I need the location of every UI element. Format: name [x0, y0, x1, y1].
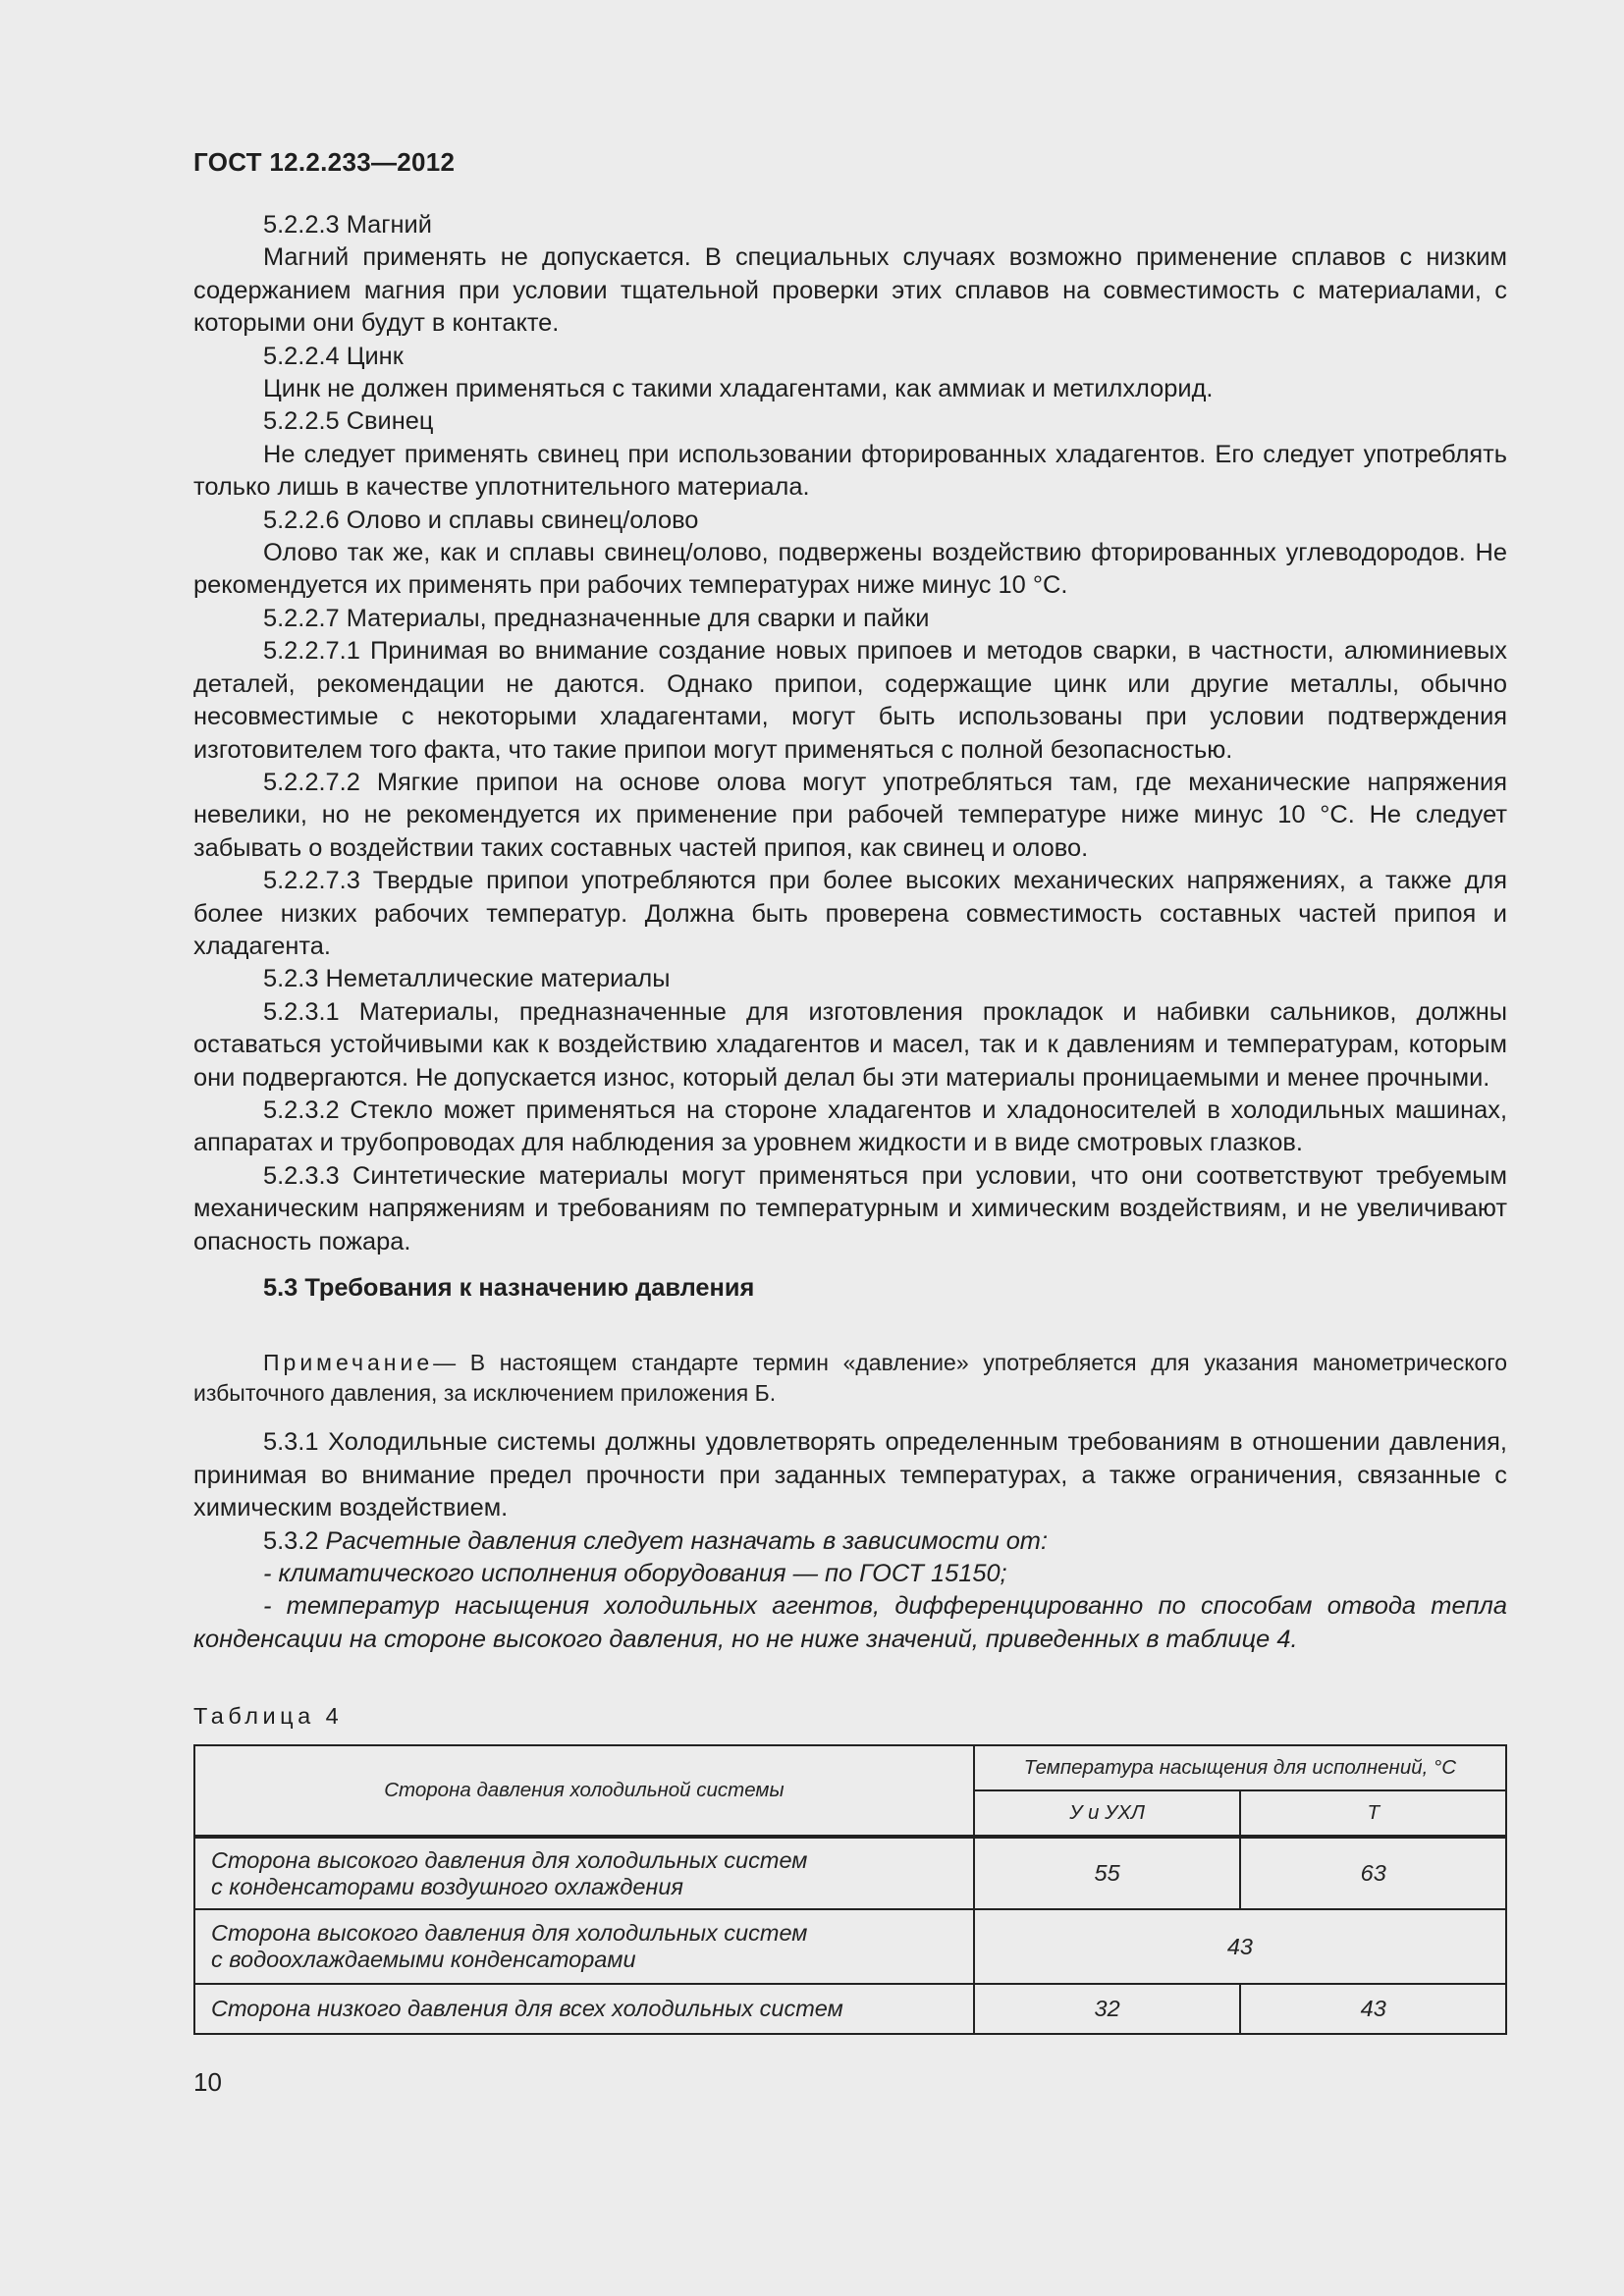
list-item: - климатического исполнения оборудования — по ГОСТ 15150; — [263, 1560, 1007, 1588]
paragraph: 5.3.1 Холодильные системы должны удовлетворять определенным требованиям в отношении давления, принимая во внимание предел прочности при заданных температурах, а также ограничения, связанные с химическим воздействием. — [193, 1428, 1507, 1522]
paragraph-heading: 5.2.2.4 Цинк — [263, 342, 404, 370]
table-cell: 32 — [974, 1984, 1241, 2034]
table-cell — [194, 1909, 974, 1984]
paragraph: Олово так же, как и сплавы свинец/олово, подвержены воздействию фторированных углеводородов. Не рекомендуется их применять при рабочих температурах ниже минус 10 °С. — [193, 539, 1507, 600]
table-cell: 43 — [1240, 1984, 1506, 2034]
table-cell: 43 — [974, 1909, 1506, 1984]
paragraph: 5.2.2.7.1 Принимая во внимание создание новых припоев и методов сварки, в частности, алюминиевых деталей, рекомендации не даются. Однако припои, содержащие цинк или другие металлы, обычно несовместимые с некоторыми хладагентами, могут быть использованы при условии подтверждения изготовителем того факта, что такие припои могут применяться с полной безопасностью. — [193, 637, 1507, 764]
list-item: - температур насыщения холодильных агентов, дифференцированно по способам отвода тепла конденсации на стороне высокого давления, но не ниже значений, приведенных в таблице 4. — [193, 1592, 1507, 1653]
paragraph-heading: 5.2.2.3 Магний — [263, 211, 432, 239]
cell-line: с водоохлаждаемыми конденсаторами — [211, 1947, 636, 1972]
cell-line: Сторона высокого давления для холодильных систем — [211, 1920, 808, 1946]
table-row — [194, 1909, 1506, 1984]
page-header: ГОСТ 12.2.233—2012 — [193, 147, 456, 177]
paragraph — [193, 1525, 1507, 1558]
table-cell — [194, 1837, 974, 1909]
table-group-header: Температура насыщения для исполнений, °С — [974, 1745, 1506, 1790]
page-number: 10 — [193, 2067, 222, 2097]
table-cell: Сторона низкого давления для всех холодильных систем — [194, 1984, 974, 2034]
table-subheader: У и УХЛ — [974, 1790, 1241, 1837]
clause-number: 5.3.2 — [263, 1526, 326, 1555]
table-subheader: Т — [1240, 1790, 1506, 1837]
table-label: Таблица 4 — [193, 1703, 344, 1729]
cell-line: с конденсаторами воздушного охлаждения — [211, 1873, 683, 1899]
paragraph-heading: 5.2.2.6 Олово и сплавы свинец/олово — [263, 506, 699, 534]
paragraph: Цинк не должен применяться с такими хладагентами, как аммиак и метилхлорид. — [263, 375, 1214, 403]
note-label: Примечание — [263, 1350, 434, 1376]
clause-text: Расчетные давления следует назначать в зависимости от: — [325, 1526, 1049, 1555]
paragraph-heading: 5.2.2.7 Материалы, предназначенные для сварки и пайки — [263, 604, 930, 632]
body-text — [193, 209, 1507, 1656]
paragraph: 5.2.2.7.3 Твердые припои употребляются при более высоких механических напряжениях, а также для более низких рабочих температур. Должна быть проверена совместимость составных частей припоя и хладагента. — [193, 867, 1507, 960]
table-cell: 63 — [1240, 1837, 1506, 1909]
note — [193, 1348, 1507, 1409]
paragraph: 5.2.2.7.2 Мягкие припои на основе олова могут употребляться там, где механические напряжения невелики, но не рекомендуется их применение при рабочей температуре ниже минус 10 °С. Не следует забывать о воздействии таких составных частей припоя, как свинец и олово. — [193, 768, 1507, 862]
cell-line: Сторона высокого давления для холодильных систем — [211, 1846, 808, 1873]
table-cell: 55 — [974, 1837, 1241, 1909]
section-title: 5.3 Требования к назначению давления — [263, 1274, 755, 1302]
table-row — [194, 1984, 1506, 2034]
paragraph: 5.2.3.1 Материалы, предназначенные для изготовления прокладок и набивки сальников, должны оставаться устойчивыми как к воздействию хладагентов и масел, так и к давлениям и температурам, которым они подвергаются. Не допускается износ, который делал бы эти материалы проницаемыми и менее прочными. — [193, 997, 1507, 1092]
paragraph: 5.2.3.2 Стекло может применяться на стороне хладагентов и хладоносителей в холодильных машинах, аппаратах и трубопроводах для наблюдения за уровнем жидкости и в виде смотровых глазков. — [193, 1095, 1507, 1157]
paragraph-heading: 5.2.2.5 Свинец — [263, 407, 434, 436]
paragraph-heading: 5.2.3 Неметаллические материалы — [263, 965, 671, 993]
table-row — [194, 1837, 1506, 1909]
paragraph: Магний применять не допускается. В специальных случаях возможно применение сплавов с низким содержанием магния при условии тщательной проверки этих сплавов на совместимость с материалами, с которыми они будут в контакте. — [193, 243, 1507, 338]
table-col-header: Сторона давления холодильной системы — [194, 1745, 974, 1837]
paragraph: 5.2.3.3 Синтетические материалы могут применяться при условии, что они соответствуют требуемым механическим напряжениям и требованиям по температурным и химическим воздействиям, и не увеличивают опасность пожара. — [193, 1161, 1507, 1255]
note-text: — В настоящем стандарте термин «давление» употребляется для указания манометрического избыточного давления, за исключением приложения Б. — [193, 1350, 1507, 1407]
paragraph: Не следует применять свинец при использовании фторированных хладагентов. Его следует употреблять только лишь в качестве уплотнительного материала. — [193, 440, 1507, 502]
pressure-table — [193, 1744, 1507, 2035]
